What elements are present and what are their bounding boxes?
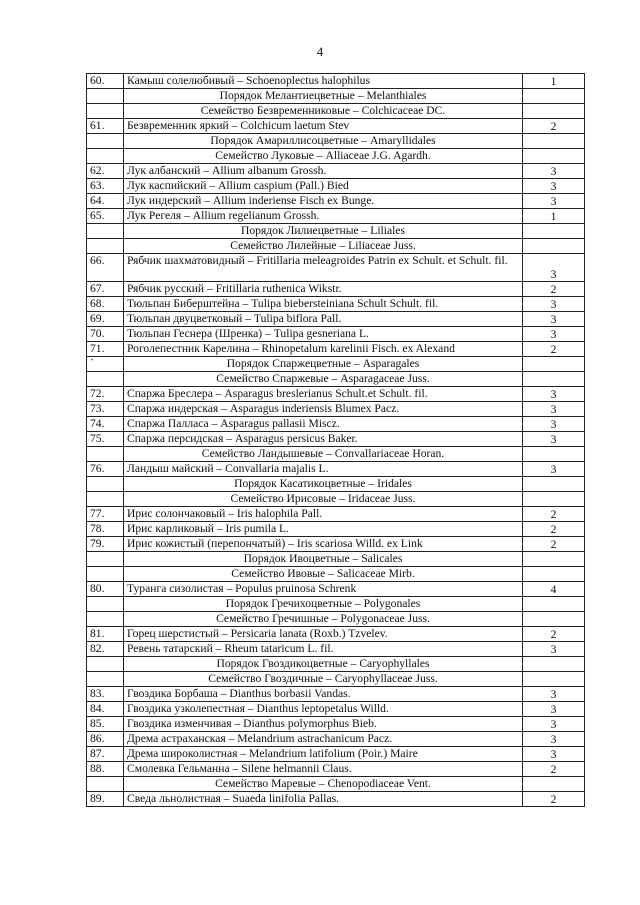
- species-name: Лук индерский – Allium inderiense Fisch ex Bunge.: [124, 194, 523, 209]
- taxon-header-row: [87, 447, 585, 462]
- species-row: [87, 522, 585, 537]
- category-cell: [523, 777, 585, 792]
- taxon-header: Семейство Луковые – Alliaceae J.G. Agardh.: [124, 149, 523, 164]
- taxon-header-row: [87, 777, 585, 792]
- category-cell: [523, 477, 585, 492]
- category-cell: 2: [523, 342, 585, 357]
- row-number: 67.: [87, 282, 124, 297]
- row-number: 75.: [87, 432, 124, 447]
- row-number: [87, 239, 124, 254]
- category-cell: 2: [523, 537, 585, 552]
- species-name: Гвоздика Борбаша – Dianthus borbasii Vandas.: [124, 687, 523, 702]
- category-cell: 3: [523, 254, 585, 282]
- species-name: Ирис кожистый (перепончатый) – Iris scariosa Willd. ex Link: [124, 537, 523, 552]
- species-name: Тюльпан Геснера (Шренка) – Tulipa gesneriana L.: [124, 327, 523, 342]
- taxon-header-row: [87, 89, 585, 104]
- row-number: [87, 657, 124, 672]
- category-cell: 3: [523, 717, 585, 732]
- category-cell: 1: [523, 209, 585, 224]
- row-number: 79.: [87, 537, 124, 552]
- taxon-header-row: [87, 357, 585, 372]
- row-number: 73.: [87, 402, 124, 417]
- row-number: [87, 567, 124, 582]
- row-number: 74.: [87, 417, 124, 432]
- species-row: [87, 164, 585, 179]
- taxon-header-row: [87, 597, 585, 612]
- taxon-header: Семейство Ирисовые – Iridaceae Juss.: [124, 492, 523, 507]
- taxon-header: Семейство Ивовые – Salicaceae Mirb.: [124, 567, 523, 582]
- species-name: Спаржа индерская – Asparagus inderiensis Blumex Pacz.: [124, 402, 523, 417]
- species-row: [87, 792, 585, 807]
- species-row: [87, 462, 585, 477]
- category-cell: [523, 492, 585, 507]
- taxon-header-row: [87, 477, 585, 492]
- category-cell: 2: [523, 119, 585, 134]
- species-name: Ландыш майский – Convallaria majalis L.: [124, 462, 523, 477]
- row-number: [87, 372, 124, 387]
- species-row: [87, 417, 585, 432]
- species-row: [87, 402, 585, 417]
- category-cell: [523, 149, 585, 164]
- species-name: Рябчик русский – Fritillaria ruthenica Wikstr.: [124, 282, 523, 297]
- taxon-header: Порядок Касатикоцветные – Iridales: [124, 477, 523, 492]
- category-cell: 3: [523, 297, 585, 312]
- species-row: [87, 702, 585, 717]
- species-name: Лук каспийский – Allium caspium (Pall.) Bied: [124, 179, 523, 194]
- row-number: 70.: [87, 327, 124, 342]
- row-number: 89.: [87, 792, 124, 807]
- row-number: 87.: [87, 747, 124, 762]
- taxon-header: Порядок Лилиецветные – Liliales: [124, 224, 523, 239]
- category-cell: [523, 612, 585, 627]
- species-table: [86, 73, 585, 807]
- category-cell: 3: [523, 327, 585, 342]
- row-number: [87, 224, 124, 239]
- row-number: 86.: [87, 732, 124, 747]
- row-number: [87, 477, 124, 492]
- category-cell: 3: [523, 417, 585, 432]
- category-cell: [523, 104, 585, 119]
- taxon-header-row: [87, 672, 585, 687]
- species-row: [87, 717, 585, 732]
- taxon-header: Семейство Маревые – Chenopodiaceae Vent.: [124, 777, 523, 792]
- species-row: [87, 327, 585, 342]
- species-name: Гвоздика узколепестная – Dianthus leptopetalus Willd.: [124, 702, 523, 717]
- category-cell: [523, 89, 585, 104]
- category-cell: 4: [523, 582, 585, 597]
- species-row: [87, 119, 585, 134]
- row-number: [87, 552, 124, 567]
- category-cell: 2: [523, 627, 585, 642]
- species-row: [87, 387, 585, 402]
- row-number: 60.: [87, 74, 124, 89]
- species-row: [87, 297, 585, 312]
- taxon-header-row: [87, 134, 585, 149]
- taxon-header: Порядок Ивоцветные – Salicales: [124, 552, 523, 567]
- row-number: 68.: [87, 297, 124, 312]
- species-row: [87, 282, 585, 297]
- category-cell: [523, 567, 585, 582]
- taxon-header: Семейство Ландышевые – Convallariaceae Horan.: [124, 447, 523, 462]
- category-cell: [523, 657, 585, 672]
- taxon-header: Семейство Лилейные – Liliaceae Juss.: [124, 239, 523, 254]
- species-name: Рябчик шахматовидный – Fritillaria meleagroides Patrin ex Schult. et Schult. fil.: [124, 254, 523, 282]
- row-number: 64.: [87, 194, 124, 209]
- species-name: Ревень татарский – Rheum tataricum L. fil.: [124, 642, 523, 657]
- taxon-header-row: [87, 552, 585, 567]
- row-number: [87, 672, 124, 687]
- row-number: 85.: [87, 717, 124, 732]
- category-cell: 3: [523, 642, 585, 657]
- category-cell: 3: [523, 164, 585, 179]
- species-name: Горец шерстистый – Persicaria lanata (Roxb.) Tzvelev.: [124, 627, 523, 642]
- taxon-header: Порядок Гвоздикоцветные – Caryophyllales: [124, 657, 523, 672]
- species-name: Гвоздика изменчивая – Dianthus polymorphus Bieb.: [124, 717, 523, 732]
- row-number: [87, 597, 124, 612]
- taxon-header: Семейство Безвременниковые – Colchicaceae DC.: [124, 104, 523, 119]
- row-number: [87, 104, 124, 119]
- row-number: [87, 447, 124, 462]
- category-cell: 2: [523, 507, 585, 522]
- category-cell: [523, 597, 585, 612]
- row-number: 81.: [87, 627, 124, 642]
- category-cell: 3: [523, 747, 585, 762]
- category-cell: [523, 372, 585, 387]
- row-number: 72.: [87, 387, 124, 402]
- row-number: 66.: [87, 254, 124, 282]
- species-name: Безвременник яркий – Colchicum laetum Stev: [124, 119, 523, 134]
- category-cell: 3: [523, 179, 585, 194]
- species-name: Лук Регеля – Allium regelianum Grossh.: [124, 209, 523, 224]
- species-row: [87, 194, 585, 209]
- category-cell: [523, 447, 585, 462]
- category-cell: 3: [523, 702, 585, 717]
- row-number: [87, 612, 124, 627]
- taxon-header-row: [87, 612, 585, 627]
- species-row: [87, 432, 585, 447]
- category-cell: 3: [523, 387, 585, 402]
- category-cell: 3: [523, 402, 585, 417]
- row-number: [87, 134, 124, 149]
- species-row: [87, 582, 585, 597]
- taxon-header: Семейство Гречишные – Polygonaceae Juss.: [124, 612, 523, 627]
- row-number: 65.: [87, 209, 124, 224]
- species-row: [87, 732, 585, 747]
- category-cell: [523, 224, 585, 239]
- row-number: [87, 492, 124, 507]
- category-cell: 3: [523, 687, 585, 702]
- category-cell: 3: [523, 732, 585, 747]
- species-name: Лук албанский – Allium albanum Grossh.: [124, 164, 523, 179]
- category-cell: 2: [523, 522, 585, 537]
- taxon-header: Порядок Гречихоцветные – Polygonales: [124, 597, 523, 612]
- species-row: [87, 747, 585, 762]
- taxon-header-row: [87, 372, 585, 387]
- row-number: 69.: [87, 312, 124, 327]
- species-row: [87, 627, 585, 642]
- row-number: 84.: [87, 702, 124, 717]
- taxon-header-row: [87, 492, 585, 507]
- category-cell: 1: [523, 74, 585, 89]
- species-name: Тюльпан Биберштейна – Tulipa biebersteiniana Schult Schult. fil.: [124, 297, 523, 312]
- row-number: 82.: [87, 642, 124, 657]
- taxon-header-row: [87, 239, 585, 254]
- taxon-header-row: [87, 149, 585, 164]
- taxon-header-row: [87, 567, 585, 582]
- species-row: [87, 74, 585, 89]
- category-cell: 3: [523, 462, 585, 477]
- species-name: Смолевка Гельманна – Silene helmannii Claus.: [124, 762, 523, 777]
- species-row: [87, 179, 585, 194]
- taxon-header: Порядок Амариллисоцветные – Amaryllidales: [124, 134, 523, 149]
- row-number: 88.: [87, 762, 124, 777]
- row-number: 78.: [87, 522, 124, 537]
- row-number: 71.: [87, 342, 124, 357]
- species-name: Камыш солелюбивый – Schoenoplectus halophilus: [124, 74, 523, 89]
- taxon-header: Порядок Спаржецветные – Asparagales: [124, 357, 523, 372]
- category-cell: 3: [523, 312, 585, 327]
- page-number: 4: [316, 44, 324, 59]
- row-number: 80.: [87, 582, 124, 597]
- category-cell: 3: [523, 432, 585, 447]
- species-row: [87, 312, 585, 327]
- row-number: [87, 777, 124, 792]
- taxon-header-row: [87, 104, 585, 119]
- row-number: ´: [87, 357, 124, 372]
- species-row: [87, 507, 585, 522]
- species-row: [87, 687, 585, 702]
- taxon-header: Семейство Спаржевые – Asparagaceae Juss.: [124, 372, 523, 387]
- row-number: 77.: [87, 507, 124, 522]
- row-number: 61.: [87, 119, 124, 134]
- category-cell: 2: [523, 792, 585, 807]
- category-cell: [523, 672, 585, 687]
- species-name: Сведа льнолистная – Suaeda linifolia Pallas.: [124, 792, 523, 807]
- category-cell: 2: [523, 282, 585, 297]
- category-cell: [523, 357, 585, 372]
- row-number: 62.: [87, 164, 124, 179]
- species-name: Роголепестник Карелина – Rhinopetalum karelinii Fisch. ex Alexand: [124, 342, 523, 357]
- row-number: 76.: [87, 462, 124, 477]
- species-name: Спаржа персидская – Asparagus persicus Baker.: [124, 432, 523, 447]
- species-row: [87, 254, 585, 282]
- row-number: 83.: [87, 687, 124, 702]
- taxon-header: Семейство Гвоздичные – Caryophyllaceae Juss.: [124, 672, 523, 687]
- species-row: [87, 642, 585, 657]
- row-number: 63.: [87, 179, 124, 194]
- species-name: Тюльпан двуцветковый – Tulipa biflora Pall.: [124, 312, 523, 327]
- species-name: Туранга сизолистая – Populus pruinosa Schrenk: [124, 582, 523, 597]
- row-number: [87, 89, 124, 104]
- species-name: Ирис карликовый – Iris pumila L.: [124, 522, 523, 537]
- species-name: Дрема астраханская – Melandrium astrachanicum Pacz.: [124, 732, 523, 747]
- category-cell: [523, 552, 585, 567]
- category-cell: 2: [523, 762, 585, 777]
- taxon-header: Порядок Мелантиецветные – Melanthiales: [124, 89, 523, 104]
- species-row: [87, 342, 585, 357]
- row-number: [87, 149, 124, 164]
- species-row: [87, 209, 585, 224]
- species-row: [87, 762, 585, 777]
- category-cell: [523, 239, 585, 254]
- species-name: Спаржа Бреслера – Asparagus breslerianus Schult.et Schult. fil.: [124, 387, 523, 402]
- taxon-header-row: [87, 657, 585, 672]
- species-name: Ирис солончаковый – Iris halophila Pall.: [124, 507, 523, 522]
- species-row: [87, 537, 585, 552]
- taxon-header-row: [87, 224, 585, 239]
- category-cell: [523, 134, 585, 149]
- category-cell: 3: [523, 194, 585, 209]
- species-name: Спаржа Палласа – Asparagus pallasii Miscz.: [124, 417, 523, 432]
- species-table-body: [87, 74, 585, 807]
- species-name: Дрема широколистная – Melandrium latifolium (Poir.) Maire: [124, 747, 523, 762]
